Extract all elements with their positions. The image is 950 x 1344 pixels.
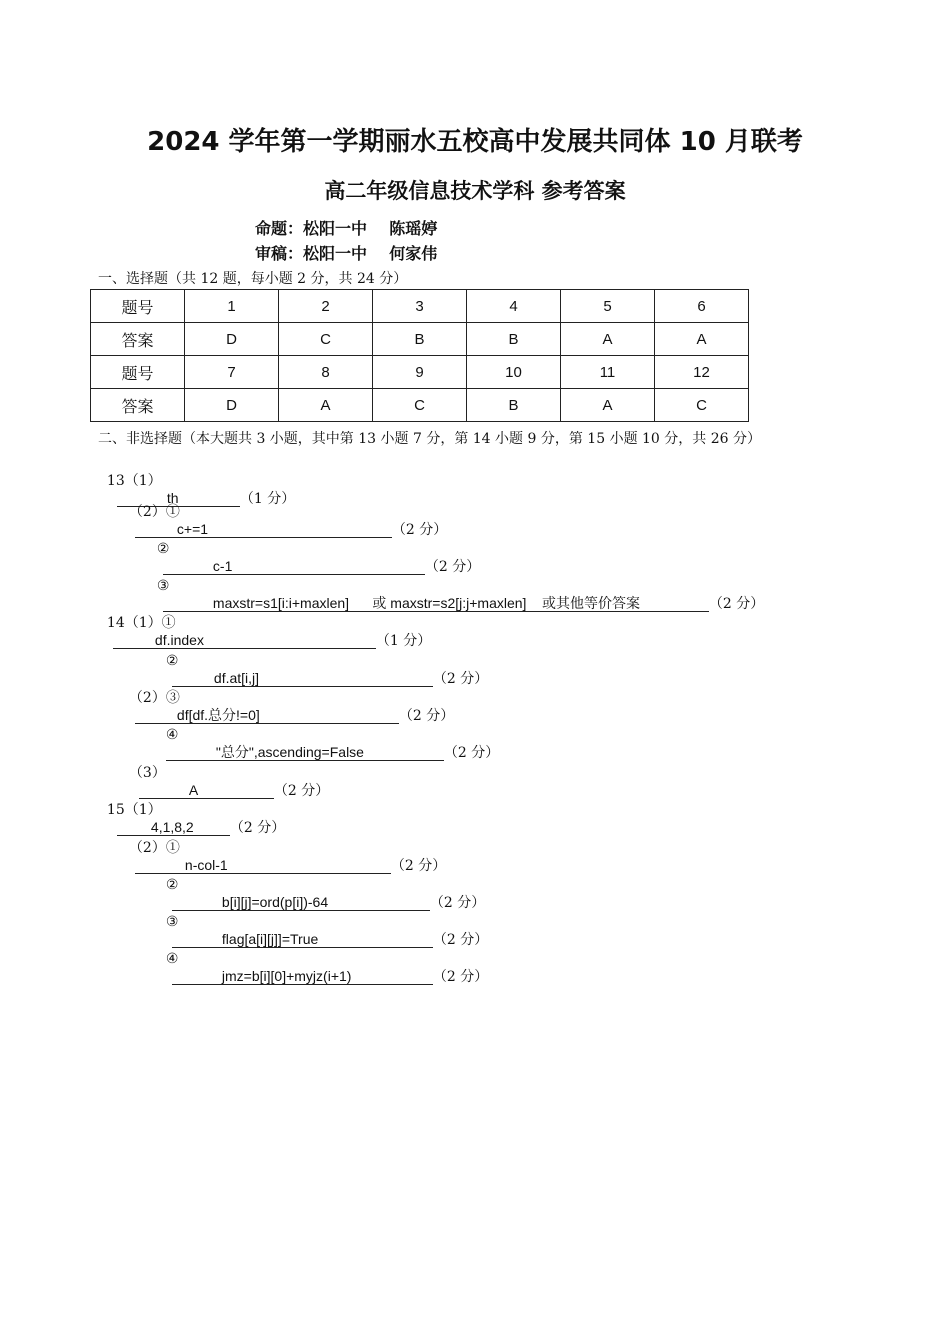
answer-text: "总分",ascending=False — [215, 744, 364, 760]
choice-answer: D — [185, 389, 279, 422]
document-title: 2024 学年第一学期丽水五校高中发展共同体 10 月联考 — [147, 127, 803, 157]
choice-answer: C — [655, 389, 749, 422]
item-label: ③ — [165, 914, 179, 930]
question-number: 11 — [561, 356, 655, 389]
section2-heading: 二、非选择题（本大题共 3 小题，其中第 13 小题 7 分，第 14 小题 9 分，第 15 小题 10 分，共 26 分） — [98, 431, 761, 447]
item-label: （2）③ — [128, 690, 180, 706]
points-text: （2 分） — [390, 858, 447, 874]
row-label-answer: 答案 — [91, 389, 185, 422]
answer-line-15-2-4 — [157, 932, 488, 986]
answer-text: c+=1 — [176, 521, 209, 537]
item-label: （3） — [128, 765, 166, 781]
item-label: ② — [165, 877, 179, 893]
item-label: ④ — [165, 727, 179, 743]
item-label: ④ — [165, 951, 179, 967]
question-number: 12 — [655, 356, 749, 389]
choice-answer: C — [373, 389, 467, 422]
item-label: ② — [156, 541, 170, 557]
points-text: （2 分） — [443, 745, 500, 761]
choice-answer: B — [373, 323, 467, 356]
question-number: 1 — [185, 290, 279, 323]
points-text: （2 分） — [708, 596, 765, 612]
item-label: （2）① — [128, 504, 180, 520]
points-text: （2 分） — [398, 708, 455, 724]
choice-answer: A — [561, 389, 655, 422]
points-text: （2 分） — [429, 895, 486, 911]
answer-text: th — [166, 490, 179, 506]
answer-text: flag[a[i][j]]=True — [221, 931, 319, 947]
answer-text: 4,1,8,2 — [150, 819, 194, 835]
item-label: 15（1） — [106, 802, 162, 818]
choice-answer: A — [279, 389, 373, 422]
table-row-answers-b — [91, 389, 749, 422]
choice-answer: B — [467, 389, 561, 422]
table-row-numbers-a — [91, 290, 749, 323]
reviewer-credit: 审稿：松阳一中 何家伟 — [255, 244, 438, 263]
author-credit: 命题：松阳一中 陈瑶婷 — [255, 219, 438, 238]
answer-text: df.index — [154, 632, 204, 648]
item-label: ③ — [156, 578, 170, 594]
question-number: 8 — [279, 356, 373, 389]
question-number: 7 — [185, 356, 279, 389]
choice-answer-table — [90, 289, 749, 422]
points-text: （2 分） — [432, 671, 489, 687]
choice-answer: D — [185, 323, 279, 356]
answer-text: A — [188, 782, 199, 798]
document-subtitle: 高二年级信息技术学科 参考答案 — [324, 179, 626, 203]
question-number: 5 — [561, 290, 655, 323]
answer-text: n-col-1 — [184, 857, 228, 873]
choice-answer: A — [655, 323, 749, 356]
points-text: （2 分） — [424, 559, 481, 575]
points-text: （2 分） — [391, 522, 448, 538]
points-text: （1 分） — [239, 491, 296, 507]
item-label: 13（1） — [106, 473, 162, 489]
answer-text: maxstr=s1[i:i+maxlen] 或 maxstr=s2[j:j+maxlen] 或其他等价答案 — [212, 595, 641, 611]
answer-text: df[df.总分!=0] — [176, 707, 260, 723]
table-row-answers-a — [91, 323, 749, 356]
item-label: ② — [165, 653, 179, 669]
choice-answer: A — [561, 323, 655, 356]
row-label-number: 题号 — [91, 290, 185, 323]
question-number: 2 — [279, 290, 373, 323]
row-label-answer: 答案 — [91, 323, 185, 356]
item-label: 14（1）① — [106, 615, 176, 631]
item-label: （2）① — [128, 840, 180, 856]
points-text: （2 分） — [229, 820, 286, 836]
points-text: （2 分） — [432, 932, 489, 948]
answer-text: b[i][j]=ord(p[i])-64 — [221, 894, 329, 910]
points-text: （1 分） — [375, 633, 432, 649]
section1-heading: 一、选择题（共 12 题，每小题 2 分，共 24 分） — [98, 271, 408, 287]
choice-answer: C — [279, 323, 373, 356]
question-number: 4 — [467, 290, 561, 323]
choice-answer: B — [467, 323, 561, 356]
question-number: 10 — [467, 356, 561, 389]
answer-text: jmz=b[i][0]+myjz(i+1) — [221, 968, 352, 984]
points-text: （2 分） — [273, 783, 330, 799]
answer-blank — [172, 968, 433, 985]
table-row-numbers-b — [91, 356, 749, 389]
question-number: 9 — [373, 356, 467, 389]
points-text: （2 分） — [432, 969, 489, 985]
row-label-number: 题号 — [91, 356, 185, 389]
question-number: 6 — [655, 290, 749, 323]
answer-text: df.at[i,j] — [213, 670, 260, 686]
question-number: 3 — [373, 290, 467, 323]
answer-text: c-1 — [212, 558, 233, 574]
